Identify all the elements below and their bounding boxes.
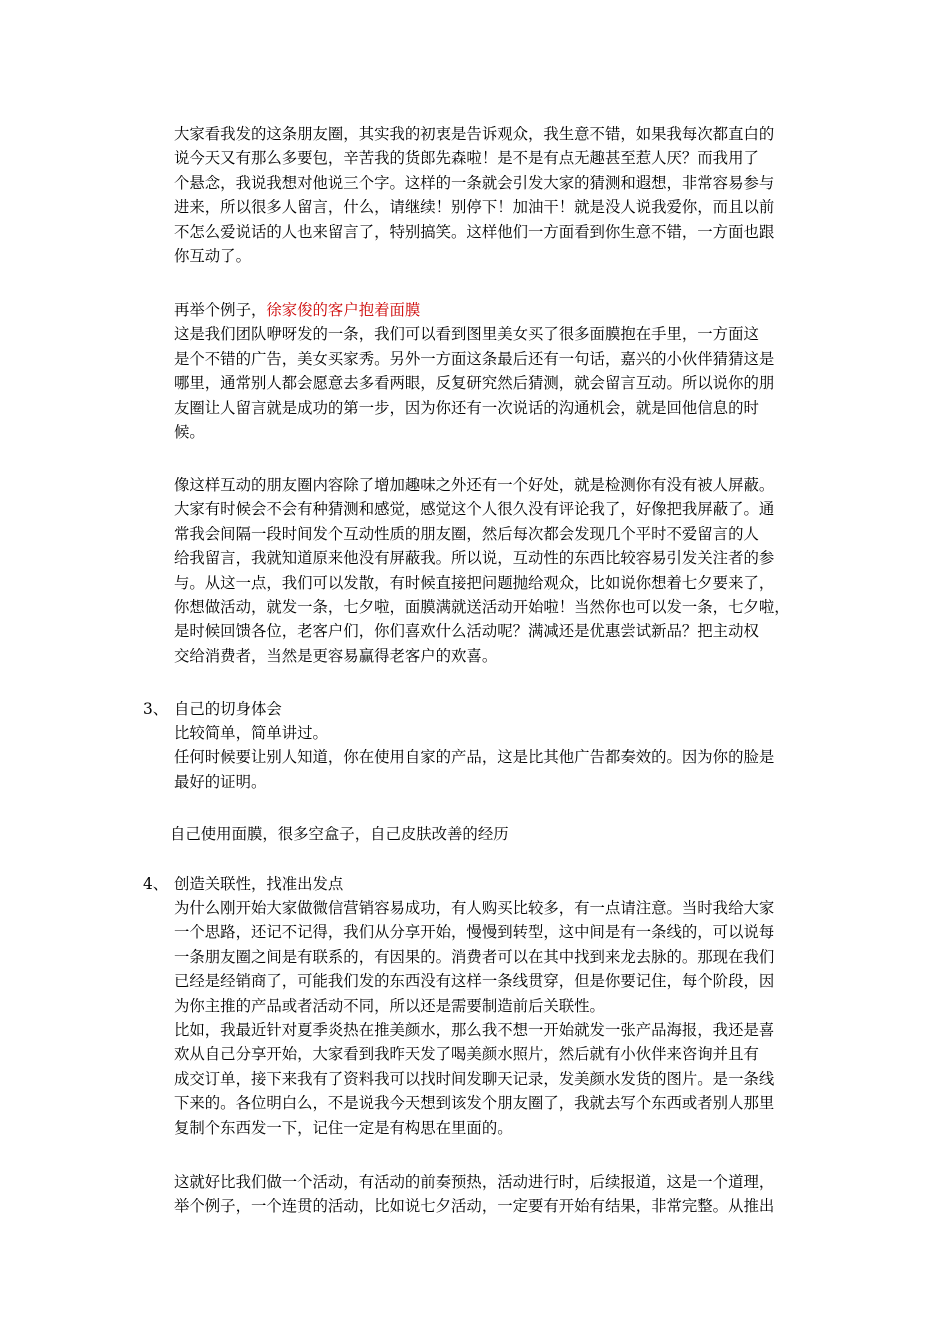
text-line: 像这样互动的朋友圈内容除了增加趣味之外还有一个好处，就是检测你有没有被人屏蔽。 (174, 476, 775, 494)
text-line: 一个思路，还记不记得，我们从分享开始，慢慢到转型，这中间是有一条线的，可以说每 (174, 923, 775, 942)
text-line: 给我留言，我就知道原来他没有屏蔽我。所以说，互动性的东西比较容易引发关注者的参 (174, 549, 775, 568)
text-line: 个悬念，我说我想对他说三个字。这样的一条就会引发大家的猜测和遐想，非常容易参与 (174, 173, 775, 192)
paragraph-wechat-moment (174, 122, 822, 268)
text-line: 哪里，通常别人都会愿意去多看两眼，反复研究然后猜测，就会留言互动。所以说你的朋 (174, 374, 775, 393)
text-line: 欢从自己分享开始，大家看到我昨天发了喝美颜水照片，然后就有小伙伴来咨询并且有 (174, 1045, 759, 1064)
text-line: 为你主推的产品或者活动不同，所以还是需要制造前后关联性。 (174, 996, 605, 1015)
text-line: 大家有时候会不会有种猜测和感觉，感觉这个人很久没有评论我了，好像把我屏蔽了。通 (174, 500, 775, 519)
text-line: 比较简单，简单讲过。 (174, 724, 328, 742)
example-highlight: 徐家俊的客户抱着面膜 (266, 301, 421, 319)
text-line: 举个例子，一个连贯的活动，比如说七夕活动，一定要有开始有结果，非常完整。从推出 (174, 1197, 775, 1216)
text-line: 任何时候要让别人知道，你在使用自家的产品，这是比其他广告都奏效的。因为你的脸是 (174, 748, 775, 767)
text-line: 进来，所以很多人留言，什么，请继续！别停下！加油干！就是没人说我爱你，而且以前 (174, 198, 775, 217)
text-line: 交给消费者，当然是更容易赢得老客户的欢喜。 (174, 646, 498, 665)
section-3-number: 3、 (143, 700, 169, 718)
text-line: 你互动了。 (174, 246, 251, 265)
text-line: 比如，我最近针对夏季炎热在推美颜水，那么我不想一开始就发一张产品海报，我还是喜 (174, 1020, 775, 1039)
text-line: 说今天又有那么多要包，辛苦我的货郎先森啦！是不是有点无趣甚至惹人厌？而我用了 (174, 149, 759, 168)
text-line: 大家看我发的这条朋友圈，其实我的初衷是告诉观众，我生意不错，如果我每次都直白的 (174, 125, 775, 143)
text-line: 这就好比我们做一个活动，有活动的前奏预热，活动进行时，后续报道，这是一个道理， (174, 1173, 775, 1191)
text-line: 友圈让人留言就是成功的第一步，因为你还有一次说话的沟通机会，就是回他信息的时 (174, 398, 759, 417)
example-line (174, 298, 822, 322)
paragraph-example (174, 298, 822, 444)
text-line: 与。从这一点，我们可以发散，有时候直接把问题抛给观众，比如说你想着七夕要来了， (174, 573, 775, 592)
example-prefix: 再举个例子， (174, 301, 267, 319)
text-line: 是时候回馈各位，老客户们，你们喜欢什么活动呢？满减还是优惠尝试新品？把主动权 (174, 622, 759, 641)
text-line: 一条朋友圈之间是有联系的，有因果的。消费者可以在其中找到来龙去脉的。那现在我们 (174, 947, 775, 966)
text-line: 是个不错的广告，美女买家秀。另外一方面这条最后还有一句话，嘉兴的小伙伴猜猜这是 (174, 349, 775, 368)
paragraph-activity (174, 1170, 822, 1219)
section-3-title: 自己的切身体会 (174, 700, 282, 718)
text-line: 这是我们团队咿呀发的一条，我们可以看到图里美女买了很多面膜抱在手里，一方面这 (174, 325, 759, 344)
section-4-title: 创造关联性，找准出发点 (174, 875, 344, 893)
text-line: 不怎么爱说话的人也来留言了，特别搞笑。这样他们一方面看到你生意不错，一方面也跟 (174, 222, 775, 241)
text-line: 已经是经销商了，可能我们发的东西没有这样一条线贯穿，但是你要记住，每个阶段，因 (174, 972, 775, 991)
text-line: 下来的。各位明白么，不是说我今天想到该发个朋友圈了，我就去写个东西或者别人那里 (174, 1094, 775, 1113)
text-line: 最好的证明。 (174, 772, 267, 791)
text-line: 候。 (174, 422, 205, 441)
text-line: 复制个东西发一下，记住一定是有构思在里面的。 (174, 1118, 513, 1137)
section-4-number: 4、 (143, 875, 169, 893)
section-3-note: 自己使用面膜，很多空盒子，自己皮肤改善的经历 (170, 825, 509, 843)
text-line: 为什么刚开始大家做微信营销容易成功，有人购买比较多，有一点请注意。当时我给大家 (174, 899, 775, 917)
text-line: 你想做活动，就发一条，七夕啦，面膜满就送活动开始啦！当然你也可以发一条，七夕啦， (174, 597, 790, 616)
section-4-body (174, 896, 822, 1140)
text-line: 常我会间隔一段时间发个互动性质的朋友圈，然后每次都会发现几个平时不爱留言的人 (174, 524, 759, 543)
text-line: 成交订单，接下来我有了资料我可以找时间发聊天记录，发美颜水发货的图片。是一条线 (174, 1069, 775, 1088)
section-3-body (174, 721, 822, 794)
paragraph-interaction (174, 473, 822, 668)
